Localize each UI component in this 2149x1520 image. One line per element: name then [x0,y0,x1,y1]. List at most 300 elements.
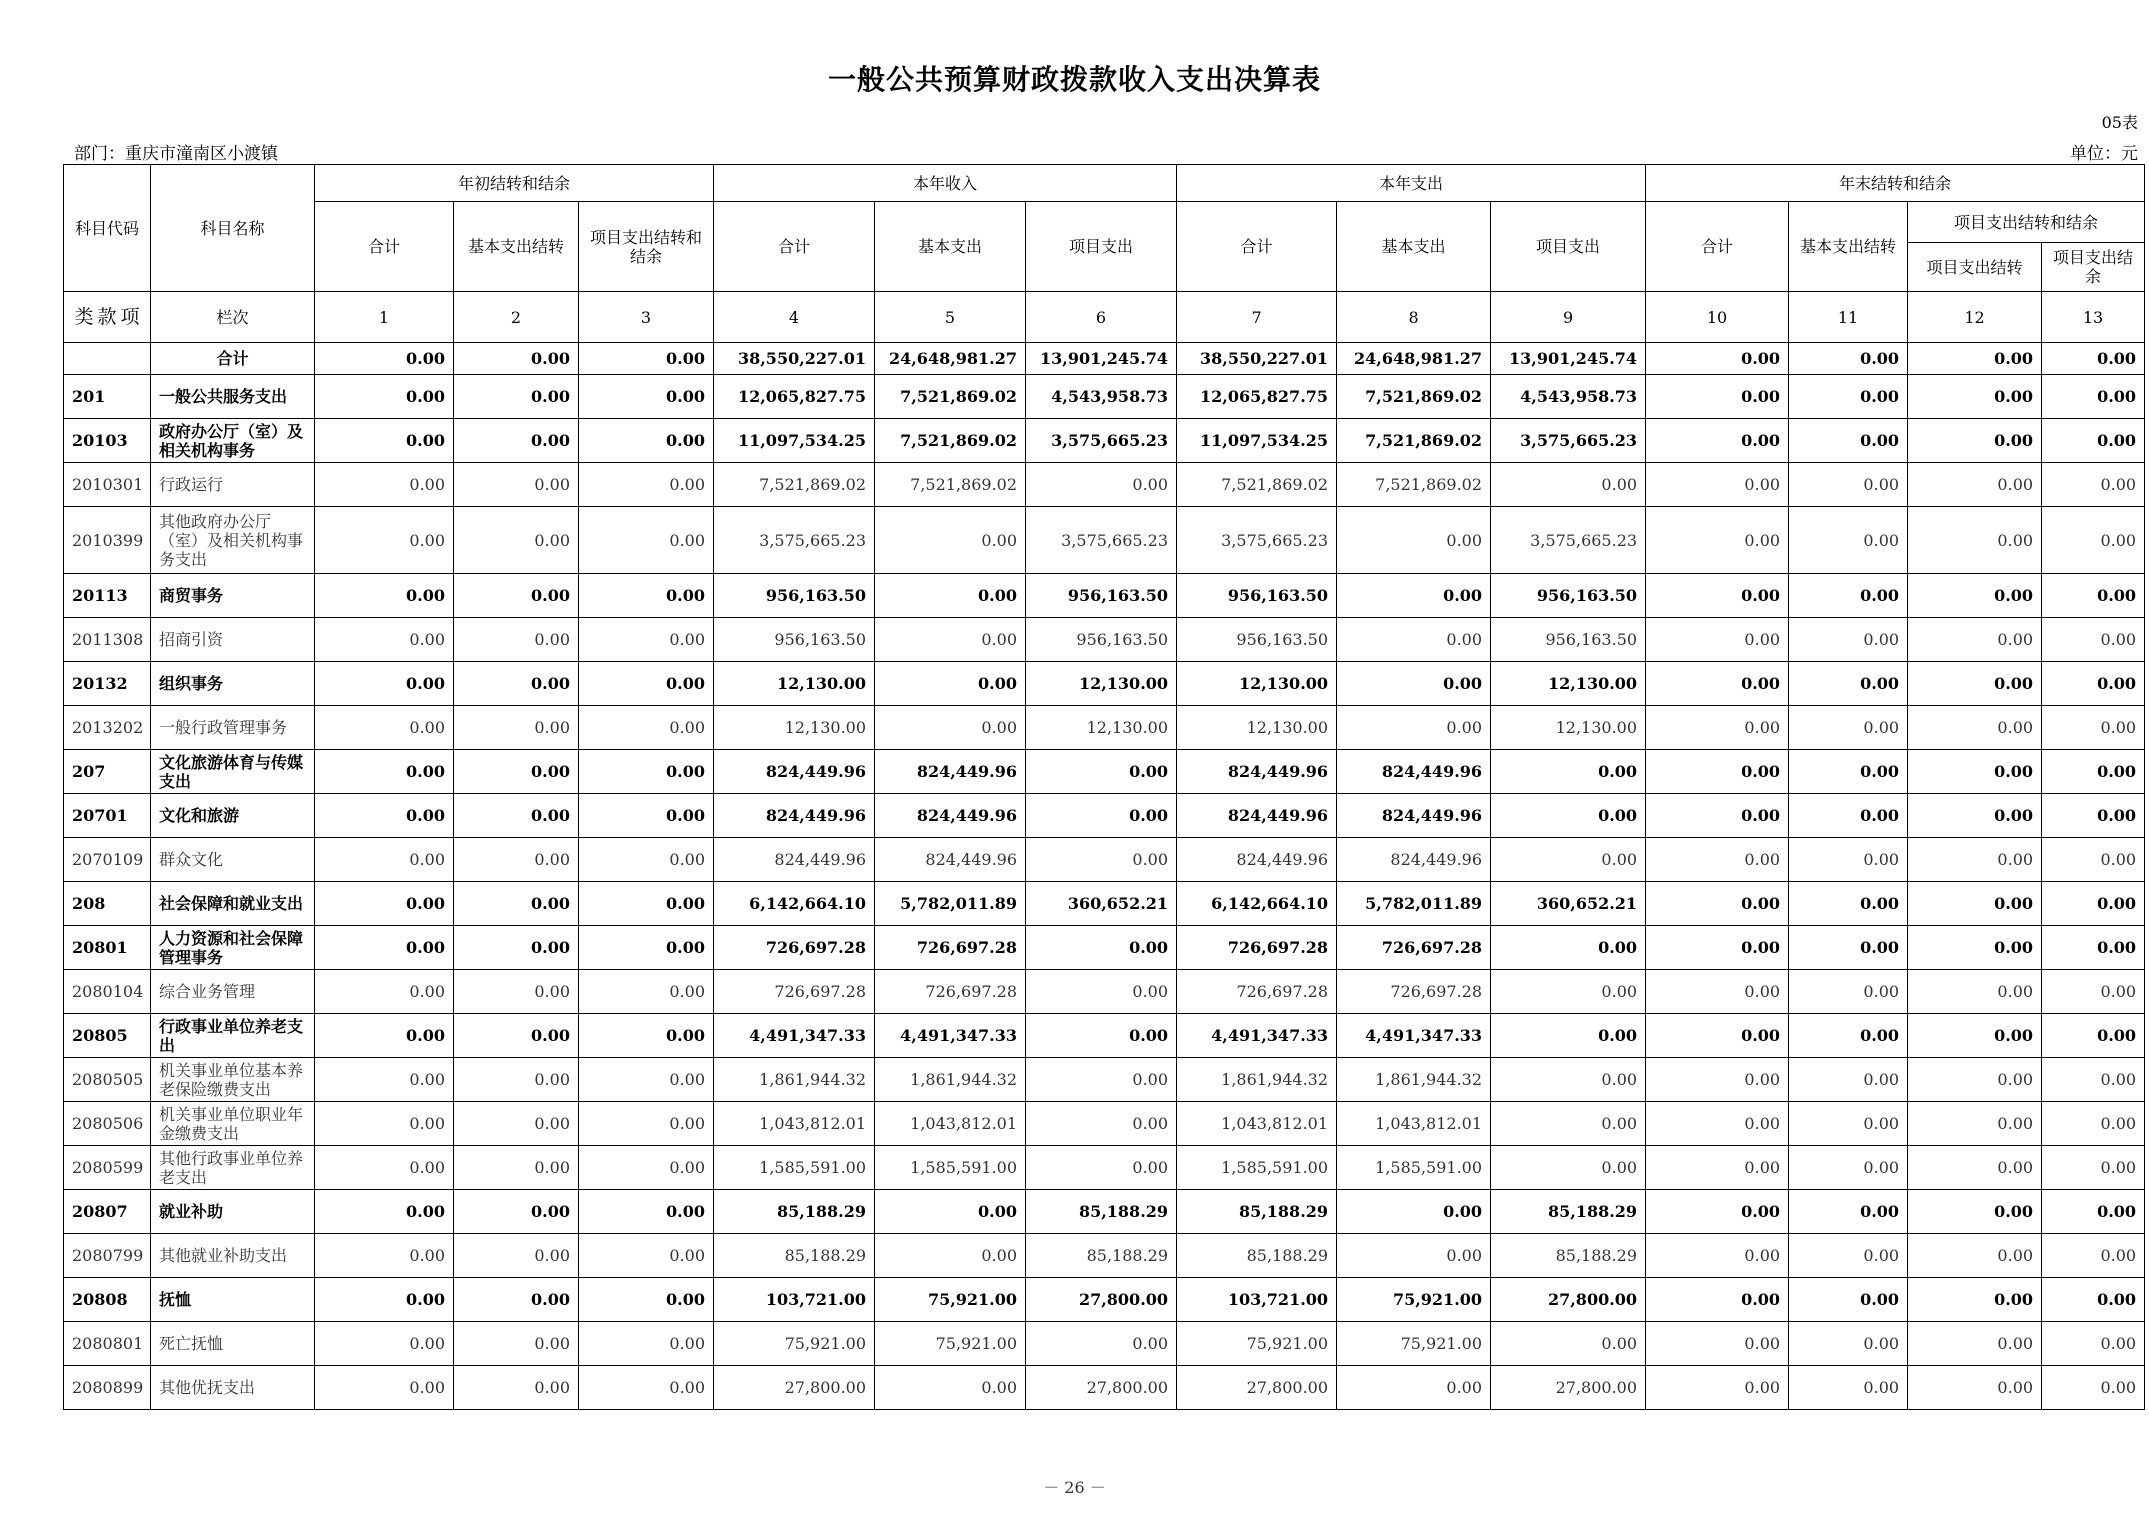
total-value: 0.00 [579,343,714,375]
row-value: 0.00 [579,1278,714,1322]
row-code: 2010301 [64,463,151,507]
row-value: 0.00 [579,970,714,1014]
row-value: 0.00 [579,419,714,463]
row-name: 行政运行 [151,463,315,507]
row-value: 12,065,827.75 [1177,375,1337,419]
header-begin-project-carry-surplus: 项目支出结转和结余 [579,202,714,292]
row-value: 0.00 [454,463,579,507]
row-code: 2080104 [64,970,151,1014]
row-value: 824,449.96 [875,794,1026,838]
total-code [64,343,151,375]
row-value: 5,782,011.89 [1337,882,1491,926]
row-value: 1,043,812.01 [1337,1102,1491,1146]
row-value: 0.00 [315,618,454,662]
row-value: 0.00 [315,574,454,618]
total-value: 24,648,981.27 [1337,343,1491,375]
row-value: 0.00 [2042,463,2145,507]
header-group-begin: 年初结转和结余 [315,165,714,202]
row-value: 0.00 [1908,794,2042,838]
row-value: 0.00 [1026,1102,1177,1146]
row-value: 12,130.00 [1491,706,1646,750]
row-value: 0.00 [454,706,579,750]
header-end-total: 合计 [1646,202,1789,292]
col-number: 3 [579,292,714,343]
row-value: 726,697.28 [875,970,1026,1014]
row-value: 0.00 [1789,926,1908,970]
row-value: 0.00 [315,794,454,838]
row-code: 208 [64,882,151,926]
table-row [64,1014,2145,1058]
col-number: 11 [1789,292,1908,343]
row-value: 824,449.96 [1177,838,1337,882]
row-value: 0.00 [1646,794,1789,838]
row-value: 956,163.50 [1491,574,1646,618]
row-value: 0.00 [454,1278,579,1322]
row-value: 27,800.00 [1177,1366,1337,1410]
row-value: 0.00 [875,1190,1026,1234]
row-value: 0.00 [1026,750,1177,794]
row-value: 0.00 [579,618,714,662]
row-value: 0.00 [454,1366,579,1410]
row-value: 12,130.00 [714,706,875,750]
row-value: 0.00 [1789,463,1908,507]
row-value: 1,585,591.00 [1337,1146,1491,1190]
row-value: 1,585,591.00 [875,1146,1026,1190]
row-value: 85,188.29 [1177,1190,1337,1234]
row-value: 0.00 [1789,970,1908,1014]
row-value: 726,697.28 [714,970,875,1014]
row-value: 0.00 [315,970,454,1014]
total-value: 13,901,245.74 [1026,343,1177,375]
form-number: 05表 [2101,113,2138,132]
row-value: 824,449.96 [875,838,1026,882]
row-value: 12,065,827.75 [714,375,875,419]
row-code: 20113 [64,574,151,618]
header-begin-basic-carry: 基本支出结转 [454,202,579,292]
row-value: 824,449.96 [1177,794,1337,838]
row-name: 商贸事务 [151,574,315,618]
table-row [64,750,2145,794]
row-value: 0.00 [2042,838,2145,882]
row-value: 0.00 [1908,1146,2042,1190]
row-value: 0.00 [315,882,454,926]
row-value: 0.00 [1646,1278,1789,1322]
row-value: 0.00 [454,882,579,926]
row-value: 0.00 [2042,1146,2145,1190]
row-value: 0.00 [454,1014,579,1058]
row-value: 0.00 [1646,1146,1789,1190]
row-value: 0.00 [1337,706,1491,750]
total-value: 0.00 [1789,343,1908,375]
table-row [64,970,2145,1014]
row-value: 3,575,665.23 [1026,419,1177,463]
row-value: 0.00 [315,1014,454,1058]
row-value: 0.00 [875,618,1026,662]
row-name: 群众文化 [151,838,315,882]
row-value: 0.00 [2042,882,2145,926]
row-value: 0.00 [1337,507,1491,574]
page-number: － 26 － [1043,1478,1106,1497]
row-value: 0.00 [2042,1058,2145,1102]
row-value: 0.00 [1491,926,1646,970]
row-value: 824,449.96 [875,750,1026,794]
row-value: 0.00 [315,1190,454,1234]
row-value: 0.00 [1789,507,1908,574]
row-value: 0.00 [1908,507,2042,574]
row-value: 0.00 [1789,794,1908,838]
total-value: 0.00 [315,343,454,375]
total-label: 合计 [151,343,315,375]
row-value: 103,721.00 [714,1278,875,1322]
row-value: 27,800.00 [714,1366,875,1410]
row-value: 0.00 [579,750,714,794]
row-value: 12,130.00 [1026,706,1177,750]
row-value: 956,163.50 [714,574,875,618]
table-row [64,838,2145,882]
header-end-project-carry-surplus: 项目支出结转和结余 [1908,202,2145,243]
table-row [64,618,2145,662]
row-value: 4,491,347.33 [1337,1014,1491,1058]
row-name: 机关事业单位职业年金缴费支出 [151,1102,315,1146]
header-lanci: 栏次 [151,292,315,343]
row-value: 956,163.50 [1177,574,1337,618]
table-row [64,926,2145,970]
row-name: 其他优抚支出 [151,1366,315,1410]
header-end-project-surplus: 项目支出结余 [2042,243,2145,292]
row-value: 85,188.29 [1491,1190,1646,1234]
row-name: 一般公共服务支出 [151,375,315,419]
row-value: 75,921.00 [1337,1322,1491,1366]
row-name: 综合业务管理 [151,970,315,1014]
row-value: 0.00 [579,1366,714,1410]
row-value: 5,782,011.89 [875,882,1026,926]
row-value: 0.00 [1789,1190,1908,1234]
row-value: 27,800.00 [1491,1278,1646,1322]
row-value: 0.00 [454,1058,579,1102]
row-value: 0.00 [2042,574,2145,618]
row-value: 0.00 [2042,1234,2145,1278]
row-value: 726,697.28 [1177,970,1337,1014]
header-end-project-carry: 项目支出结转 [1908,243,2042,292]
row-value: 3,575,665.23 [1026,507,1177,574]
row-value: 0.00 [875,574,1026,618]
row-value: 0.00 [1491,970,1646,1014]
row-value: 0.00 [2042,970,2145,1014]
row-value: 0.00 [2042,662,2145,706]
row-value: 0.00 [454,838,579,882]
row-value: 0.00 [454,1322,579,1366]
header-income-basic: 基本支出 [875,202,1026,292]
row-value: 75,921.00 [875,1322,1026,1366]
row-value: 0.00 [1491,794,1646,838]
row-value: 0.00 [1646,970,1789,1014]
row-value: 0.00 [1491,1102,1646,1146]
row-value: 0.00 [1789,706,1908,750]
row-value: 0.00 [1789,838,1908,882]
row-value: 0.00 [315,706,454,750]
row-value: 0.00 [2042,507,2145,574]
row-name: 死亡抚恤 [151,1322,315,1366]
row-code: 20701 [64,794,151,838]
row-value: 0.00 [1789,1322,1908,1366]
row-value: 0.00 [1026,1146,1177,1190]
row-value: 0.00 [875,507,1026,574]
row-code: 207 [64,750,151,794]
col-number: 9 [1491,292,1646,343]
row-value: 0.00 [454,750,579,794]
row-code: 2011308 [64,618,151,662]
row-value: 0.00 [1337,1190,1491,1234]
row-value: 824,449.96 [714,750,875,794]
row-value: 0.00 [315,1322,454,1366]
header-group-income: 本年收入 [714,165,1177,202]
row-value: 3,575,665.23 [1491,419,1646,463]
row-value: 0.00 [1646,838,1789,882]
table-row [64,1278,2145,1322]
row-value: 4,491,347.33 [1177,1014,1337,1058]
row-value: 12,130.00 [714,662,875,706]
row-value: 0.00 [1491,463,1646,507]
header-end-basic-carry: 基本支出结转 [1789,202,1908,292]
row-value: 956,163.50 [1026,574,1177,618]
row-value: 75,921.00 [714,1322,875,1366]
row-value: 824,449.96 [714,838,875,882]
row-value: 85,188.29 [714,1234,875,1278]
row-value: 0.00 [1646,926,1789,970]
row-value: 0.00 [1646,1234,1789,1278]
row-value: 0.00 [579,1058,714,1102]
row-value: 0.00 [315,375,454,419]
row-name: 行政事业单位养老支出 [151,1014,315,1058]
header-lei: 类 [74,305,94,328]
row-code: 2080799 [64,1234,151,1278]
row-value: 0.00 [454,926,579,970]
row-value: 0.00 [1646,419,1789,463]
row-value: 0.00 [1908,1322,2042,1366]
row-value: 0.00 [454,618,579,662]
row-value: 0.00 [1646,1366,1789,1410]
row-name: 文化旅游体育与传媒支出 [151,750,315,794]
row-value: 0.00 [1646,1014,1789,1058]
table-row [64,463,2145,507]
header-xiang: 项 [120,305,140,328]
row-value: 0.00 [315,1058,454,1102]
row-value: 0.00 [454,1146,579,1190]
row-value: 1,861,944.32 [1337,1058,1491,1102]
row-value: 0.00 [1789,1234,1908,1278]
row-value: 360,652.21 [1491,882,1646,926]
row-name: 其他政府办公厅（室）及相关机构事务支出 [151,507,315,574]
row-code: 20801 [64,926,151,970]
row-value: 0.00 [1337,1366,1491,1410]
row-value: 85,188.29 [1026,1190,1177,1234]
row-value: 0.00 [2042,1278,2145,1322]
row-value: 7,521,869.02 [875,375,1026,419]
row-value: 0.00 [1789,1146,1908,1190]
row-value: 0.00 [1646,750,1789,794]
total-value: 13,901,245.74 [1491,343,1646,375]
col-number: 10 [1646,292,1789,343]
row-code: 20103 [64,419,151,463]
row-value: 1,861,944.32 [714,1058,875,1102]
row-value: 85,188.29 [1026,1234,1177,1278]
col-number: 7 [1177,292,1337,343]
row-value: 0.00 [1646,1102,1789,1146]
total-value: 38,550,227.01 [1177,343,1337,375]
row-value: 0.00 [1789,882,1908,926]
row-value: 0.00 [1908,882,2042,926]
row-value: 0.00 [579,1146,714,1190]
row-value: 0.00 [2042,926,2145,970]
row-value: 0.00 [1908,463,2042,507]
row-value: 4,543,958.73 [1026,375,1177,419]
row-value: 0.00 [315,926,454,970]
department-label: 部门：重庆市潼南区小渡镇 [74,144,278,164]
row-name: 机关事业单位基本养老保险缴费支出 [151,1058,315,1102]
header-expense-project: 项目支出 [1491,202,1646,292]
row-value: 0.00 [1646,882,1789,926]
row-value: 956,163.50 [714,618,875,662]
row-value: 12,130.00 [1177,662,1337,706]
row-value: 726,697.28 [1337,970,1491,1014]
row-value: 0.00 [1337,618,1491,662]
row-value: 824,449.96 [1337,750,1491,794]
row-code: 201 [64,375,151,419]
row-name: 就业补助 [151,1190,315,1234]
row-value: 4,491,347.33 [875,1014,1026,1058]
row-value: 0.00 [315,1146,454,1190]
row-value: 0.00 [1337,574,1491,618]
row-value: 0.00 [2042,1322,2145,1366]
row-name: 人力资源和社会保障管理事务 [151,926,315,970]
row-code: 2080506 [64,1102,151,1146]
col-number: 4 [714,292,875,343]
row-value: 0.00 [875,1366,1026,1410]
header-group-end: 年末结转和结余 [1646,165,2145,202]
row-value: 0.00 [1789,574,1908,618]
row-value: 0.00 [579,662,714,706]
row-value: 824,449.96 [1337,794,1491,838]
row-value: 1,043,812.01 [875,1102,1026,1146]
header-begin-total: 合计 [315,202,454,292]
row-value: 0.00 [1646,1190,1789,1234]
row-value: 0.00 [1908,574,2042,618]
row-value: 0.00 [1908,838,2042,882]
row-value: 0.00 [579,1322,714,1366]
row-code: 20807 [64,1190,151,1234]
col-number: 12 [1908,292,2042,343]
row-value: 0.00 [579,1190,714,1234]
row-value: 0.00 [454,662,579,706]
row-value: 0.00 [579,1102,714,1146]
row-value: 0.00 [579,706,714,750]
row-name: 政府办公厅（室）及相关机构事务 [151,419,315,463]
row-value: 0.00 [2042,1102,2145,1146]
row-value: 0.00 [315,463,454,507]
row-value: 3,575,665.23 [714,507,875,574]
row-value: 1,585,591.00 [714,1146,875,1190]
header-kuan: 款 [97,305,117,328]
row-value: 4,491,347.33 [714,1014,875,1058]
col-number: 1 [315,292,454,343]
row-value: 0.00 [1646,507,1789,574]
row-value: 11,097,534.25 [714,419,875,463]
row-value: 0.00 [1646,574,1789,618]
row-value: 824,449.96 [1177,750,1337,794]
row-value: 0.00 [315,838,454,882]
row-value: 85,188.29 [1177,1234,1337,1278]
row-value: 0.00 [1026,463,1177,507]
row-value: 0.00 [2042,1366,2145,1410]
row-value: 1,861,944.32 [1177,1058,1337,1102]
row-value: 726,697.28 [1177,926,1337,970]
row-value: 0.00 [1337,1234,1491,1278]
row-value: 7,521,869.02 [1337,419,1491,463]
row-value: 0.00 [1908,618,2042,662]
total-value: 38,550,227.01 [714,343,875,375]
row-value: 0.00 [454,419,579,463]
row-value: 7,521,869.02 [1337,463,1491,507]
row-value: 1,043,812.01 [714,1102,875,1146]
row-value: 3,575,665.23 [1177,507,1337,574]
row-value: 0.00 [1646,706,1789,750]
row-value: 726,697.28 [875,926,1026,970]
row-value: 0.00 [579,507,714,574]
row-value: 0.00 [1646,375,1789,419]
row-value: 0.00 [1908,1058,2042,1102]
row-value: 0.00 [1491,1058,1646,1102]
header-expense-basic: 基本支出 [1337,202,1491,292]
table-row [64,706,2145,750]
row-value: 0.00 [2042,1014,2145,1058]
row-value: 956,163.50 [1026,618,1177,662]
header-kuan-xiang [64,292,151,343]
table-row [64,794,2145,838]
row-value: 0.00 [875,1234,1026,1278]
total-value: 0.00 [454,343,579,375]
row-value: 0.00 [1646,463,1789,507]
row-value: 0.00 [1908,1366,2042,1410]
row-value: 0.00 [454,507,579,574]
row-value: 27,800.00 [1026,1366,1177,1410]
row-value: 0.00 [1491,750,1646,794]
row-value: 824,449.96 [1337,838,1491,882]
row-value: 0.00 [1026,970,1177,1014]
row-value: 0.00 [1908,970,2042,1014]
table-row [64,662,2145,706]
row-value: 0.00 [1789,1366,1908,1410]
row-value: 7,521,869.02 [875,419,1026,463]
unit-label: 单位：元 [2070,144,2138,164]
row-value: 27,800.00 [1026,1278,1177,1322]
total-value: 0.00 [1646,343,1789,375]
table-row [64,1058,2145,1102]
table-row [64,882,2145,926]
col-number: 6 [1026,292,1177,343]
row-value: 0.00 [579,1234,714,1278]
row-value: 7,521,869.02 [714,463,875,507]
row-value: 0.00 [1646,662,1789,706]
row-value: 0.00 [315,1366,454,1410]
row-value: 0.00 [1908,375,2042,419]
row-value: 103,721.00 [1177,1278,1337,1322]
row-value: 0.00 [1491,1322,1646,1366]
row-value: 1,043,812.01 [1177,1102,1337,1146]
row-value: 726,697.28 [714,926,875,970]
row-code: 20808 [64,1278,151,1322]
header-code: 科目代码 [64,165,151,292]
row-name: 文化和旅游 [151,794,315,838]
